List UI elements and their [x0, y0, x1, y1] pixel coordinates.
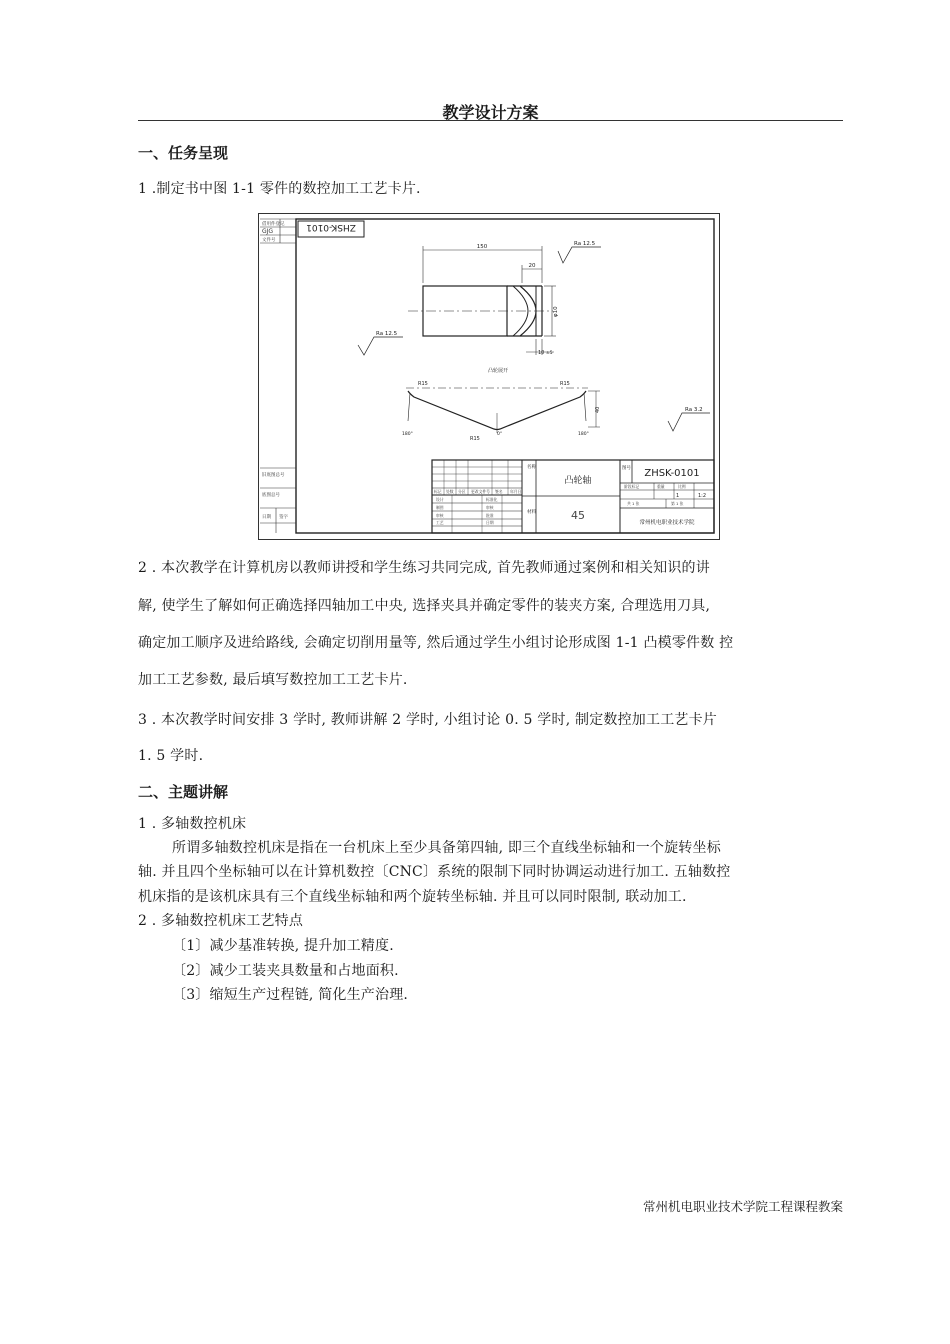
scale-row-label: 比例	[678, 484, 686, 489]
task-item-2-line-4: 加工工艺参数, 最后填写数控加工工艺卡片.	[138, 672, 408, 688]
task-item-2-line-2: 解, 使学生了解如何正确选择四轴加工中央, 选择夹具并确定零件的装夹方案, 合理选用刀具,	[138, 598, 711, 614]
signature-label: 标准化	[486, 497, 498, 502]
task-item-3-line-2: 1. 5 学时.	[138, 748, 204, 764]
topic-para-line-3: 机床指的是该机床具有三个直线坐标轴和两个旋转坐标轴. 并且可以同时限制, 联动加工.	[138, 889, 687, 905]
roughness-label: Ra 12.5	[574, 241, 596, 247]
drawing-no-label: 图号	[622, 466, 631, 471]
margin-label: 日期	[262, 515, 271, 520]
roughness-label: Ra 3.2	[685, 407, 703, 413]
page-title: 教学设计方案	[442, 103, 539, 122]
drawing-no: ZHSK-0101	[644, 468, 700, 479]
sheet-count: 共 1 张	[627, 501, 640, 506]
header-rule	[138, 120, 843, 121]
angle-label: 180°	[578, 432, 589, 437]
signature-label: 批准	[486, 513, 494, 518]
revision-col: 年月日	[510, 489, 522, 494]
signature-label: 审核	[436, 513, 444, 518]
topic-sub-1: 1 . 多轴数控机床	[138, 816, 247, 832]
revision-col: 处数	[446, 489, 454, 494]
part-name: 凸轮轴	[564, 476, 592, 486]
topic-para-line-2: 轴. 并且四个坐标轴可以在计算机数控〔CNC〕系统的限制下同时协调运动进行加工. 五轴数控	[138, 864, 731, 880]
margin-label: GJG	[262, 228, 274, 235]
margin-label: 借用件登记	[262, 222, 285, 227]
section-heading-topic: 二、主题讲解	[138, 783, 229, 801]
revision-col: 分区	[458, 489, 466, 494]
revision-col: 签名	[495, 489, 503, 494]
page-footer: 常州机电职业技术学院工程课程教案	[642, 1199, 843, 1214]
height-label: 40	[595, 406, 601, 413]
signature-label: 工艺	[436, 520, 444, 525]
dim-width: 10	[538, 350, 545, 356]
revision-col: 更改文件号	[471, 489, 490, 494]
feature-item: 〔2〕减少工装夹具数量和占地面积.	[172, 963, 399, 979]
roughness-label: Ra 12.5	[376, 331, 398, 337]
scale-value: 1:2	[698, 493, 707, 499]
feature-item: 〔1〕减少基准转换, 提升加工精度.	[172, 938, 394, 954]
radius-label: R15	[418, 381, 428, 387]
scale-value: 1	[676, 493, 680, 499]
signature-label: 日期	[486, 520, 494, 525]
task-item-2-line-1: 2 . 本次教学在计算机房以教师讲授和学生练习共同完成, 首先教师通过案例和相关知识的讲	[138, 560, 710, 576]
feature-item: 〔3〕缩短生产过程链, 简化生产治理.	[172, 987, 409, 1003]
margin-label: 旧底图总号	[262, 473, 285, 478]
margin-label: 文件号	[262, 238, 276, 243]
task-item-2-line-3: 确定加工顺序及进给路线, 会确定切削用量等, 然后通过学生小组讨论形成图 1-1 凸模零件数 控	[138, 635, 734, 651]
radius-label: R15	[470, 436, 480, 442]
topic-para-line-1: 所谓多轴数控机床是指在一台机床上至少具备第四轴, 即三个直线坐标轴和一个旋转坐标	[172, 840, 721, 856]
dim-diameter: φ10	[553, 306, 559, 317]
signature-label: 制图	[436, 505, 444, 510]
signature-label: 设计	[436, 497, 444, 502]
angle-label: 180°	[402, 432, 413, 437]
radius-label: R15	[560, 381, 570, 387]
dim-width-sub: ±5	[546, 351, 553, 356]
angle-label: 0°	[497, 432, 503, 437]
topic-sub-2: 2 . 多轴数控机床工艺特点	[138, 913, 304, 929]
task-item-3-line-1: 3 . 本次教学时间安排 3 学时, 教师讲解 2 学时, 小组讨论 0. 5 学时, 制定数控加工工艺卡片	[138, 712, 717, 728]
margin-label: 底图总号	[262, 493, 280, 498]
company-name: 常州机电职业技术学院	[639, 520, 695, 526]
margin-label: 签字	[279, 515, 288, 520]
section-heading-task: 一、任务呈现	[138, 144, 229, 162]
scale-row-label: 重量	[657, 484, 665, 489]
sheet-index: 第 1 张	[671, 501, 684, 506]
dim-length: 150	[476, 244, 488, 250]
engineering-drawing	[258, 213, 720, 540]
part-material: 45	[571, 509, 585, 522]
cam-label: 凸轮展开	[487, 368, 509, 374]
revision-col: 标记	[434, 489, 442, 494]
code-box-text: ZHSK-0101	[306, 222, 356, 232]
dim-step: 20	[528, 263, 536, 269]
task-item-1: 1 .制定书中图 1-1 零件的数控加工工艺卡片.	[138, 181, 421, 197]
material-label: 材料	[527, 510, 536, 515]
name-label: 名称	[527, 465, 536, 470]
scale-row-label: 阶段标记	[624, 484, 640, 489]
signature-label: 审核	[486, 505, 494, 510]
